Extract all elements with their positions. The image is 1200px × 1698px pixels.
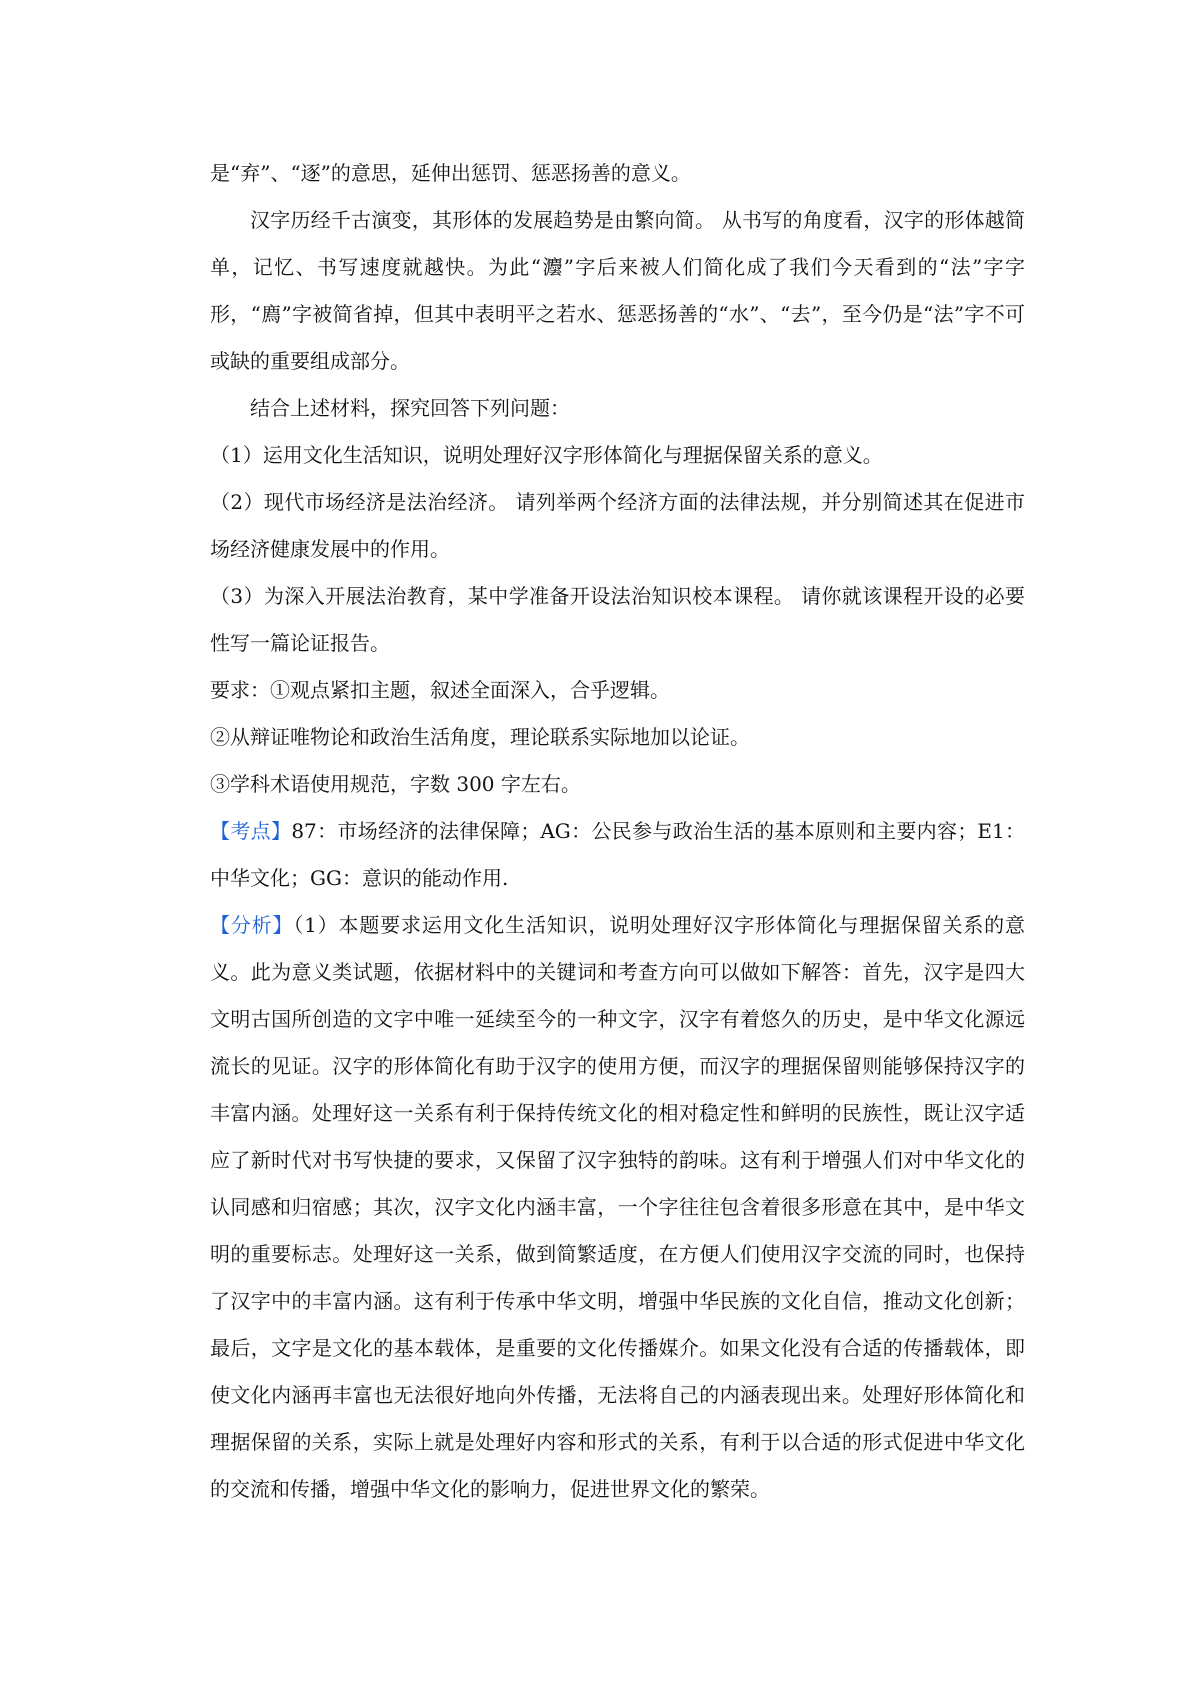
- question-3: （3）为深入开展法治教育，某中学准备开设法治知识校本课程。 请你就该课程开设的必要性写一篇论证报告。: [210, 584, 1025, 655]
- requirement-1: 要求：①观点紧扣主题，叙述全面深入，合乎逻辑。: [210, 678, 670, 702]
- requirement-2: ②从辩证唯物论和政治生活角度，理论联系实际地加以论证。: [210, 725, 750, 749]
- fenxi-section: [210, 902, 1025, 1513]
- fenxi-tag: 【分析】: [210, 913, 294, 937]
- material-paragraph-1: 是“弃”、“逐”的意思，延伸出惩罚、惩恶扬善的意义。: [210, 161, 691, 185]
- requirement-3: ③学科术语使用规范，字数 300 字左右。: [210, 772, 581, 796]
- fenxi-text: （1）本题要求运用文化生活知识，说明处理好汉字形体简化与理据保留关系的意义。此为意义类试题，依据材料中的关键词和考查方向可以做如下解答：首先，汉字是四大文明古国所创造的文字中唯一延续至今的一种文字，汉字有着悠久的历史，是中华文化源远流长的见证。汉字的形体简化有助于汉字的使用方便，而汉字的理据保留则能够保持汉字的丰富内涵。处理好这一关系有利于保持传统文化的相对稳定性和鲜明的民族性，既让汉字适应了新时代对书写快捷的要求，又保留了汉字独特的韵味。这有利于增强人们对中华文化的认同感和归宿感；其次，汉字文化内涵丰富，一个字往往包含着很多形意在其中，是中华文明的重要标志。处理好这一关系，做到简繁适度，在方便人们使用汉字交流的同时，也保持了汉字中的丰富内涵。这有利于传承中华文明，增强中华民族的文化自信，推动文化创新；最后，文字是文化的基本载体，是重要的文化传播媒介。如果文化没有合适的传播载体，即使文化内涵再丰富也无法很好地向外传播，无法将自己的内涵表现出来。处理好形体简化和理据保留的关系，实际上就是处理好内容和形式的关系，有利于以合适的形式促进中华文化的交流和传播，增强中华文化的影响力，促进世界文化的繁荣。: [210, 913, 1025, 1501]
- material-paragraph-2: 汉字历经千古演变，其形体的发展趋势是由繁向简。 从书写的角度看，汉字的形体越简单，记忆、书写速度就越快。为此“灋”字后来被人们简化成了我们今天看到的“法”字字形，“廌”字被简省掉，但其中表明平之若水、惩恶扬善的“水”、“去”，至今仍是“法”字不可或缺的重要组成部分。: [210, 208, 1025, 373]
- kaodian-text: 87：市场经济的法律保障；AG：公民参与政治生活的基本原则和主要内容；E1：中华文化；GG：意识的能动作用.: [210, 819, 1025, 890]
- question-1: （1）运用文化生活知识，说明处理好汉字形体简化与理据保留关系的意义。: [210, 443, 883, 467]
- question-intro: 结合上述材料，探究回答下列问题：: [250, 396, 570, 420]
- kaodian-section: [210, 808, 1025, 902]
- question-2: （2）现代市场经济是法治经济。 请列举两个经济方面的法律法规，并分别简述其在促进市场经济健康发展中的作用。: [210, 490, 1025, 561]
- kaodian-tag: 【考点】: [210, 819, 292, 843]
- page-content: [210, 150, 1025, 1513]
